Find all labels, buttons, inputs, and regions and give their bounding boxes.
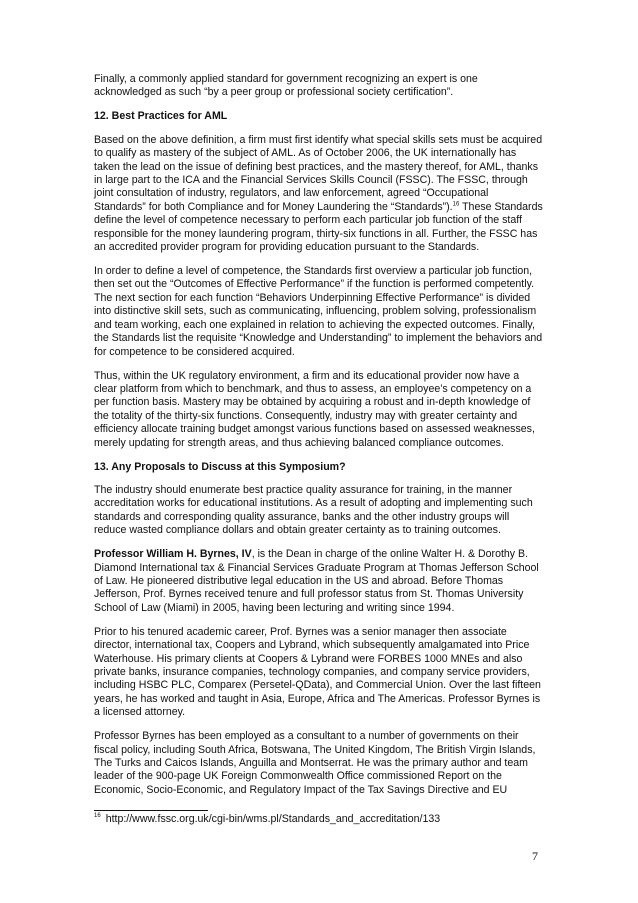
paragraph-consulting: Professor Byrnes has been employed as a consultant to a number of governments on their fiscal policy, including South Africa, Botswana, The United Kingdom, The British Virgin Islands, The Turks and Caicos Islands, Anguilla and Montserrat. He was the primary author and team leader of the 900-page UK Foreign Commonwealth Office commissioned Report on the Economic, Socio-Economic, and Regulatory Impact of the Tax Savings Directive and EU [94,730,536,796]
footnote-link[interactable]: http://www.fssc.org.uk/cgi-bin/wms.pl/Standards_and_accreditation/133 [105,813,441,825]
paragraph-expert-standard: Finally, a commonly applied standard for government recognizing an expert is one acknowledged as such “by a peer group or professional society certification”. [94,73,478,99]
paragraph-proposals: The industry should enumerate best practice quality assurance for training, in the manner accreditation works for educational institutions. As a result of adopting and implementing such standards and corresponding quality assurance, banks and the other industry groups will reduce wasted compliance dollars and obtain greater certainty as to training outcomes. [94,483,533,537]
section-heading-12: 12. Best Practices for AML [94,110,228,123]
footnote-ref-16[interactable]: 16 [452,201,460,208]
section-heading-13: 13. Any Proposals to Discuss at this Symposium? [94,460,346,473]
author-bio-text: , is the Dean in charge of the online Walter H. & Dorothy B. Diamond International tax & Financial Services Graduate Program at Thomas Jefferson School of Law. He pioneered distributive legal education in the US and abroad. Before Thomas Jefferson, Prof. Byrnes received tenure and full professor status from St. Thomas University School of Law (Miami) in 2005, having been lecturing and writing since 1994. [94,548,539,614]
paragraph-uk-regulatory: Thus, within the UK regulatory environment, a firm and its educational provider now have a clear platform from which to benchmark, and thus to assess, an employee’s competency on a per function basis. Mastery may be obtained by acquiring a robust and in-depth knowledge of the totality of the thirty-six functions. Consequently, industry may with greater certainty and efficiency allocate training budget amongst various functions based on assessed weaknesses, merely updating for strength areas, and thus achieving balanced compliance outcomes. [94,369,535,449]
paragraph-best-practices-part1: Based on the above definition, a firm must first identify what special skills sets must be acquired to qualify as mastery of the subject of AML. As of October 2006, the UK internationally has taken the lead on the issue of defining best practices, and the mastery thereof, for AML, thanks in large part to the ICA and the Financial Services Skills Council (FSSC). The FSSC, through joint consultation of industry, regulators, and law enforcement, agreed “Occupational Standards” for both Compliance and for Money Laundering the “Standards”). [94,133,543,213]
footnote [94,813,543,826]
footnote-divider [94,810,208,811]
paragraph-best-practices [94,134,543,255]
page-number: 7 [532,849,538,863]
footnote-number: 16 [94,813,101,820]
paragraph-career: Prior to his tenured academic career, Prof. Byrnes was a senior manager then associate director, international tax, Coopers and Lybrand, which subsequently amalgamated into Price Waterhouse. His primary clients at Coopers & Lybrand were FORBES 1000 MNEs and also private banks, insurance companies, technology companies, and company service providers, including HSBC PLC, Comparex (Persetel-QData), and Commercial Union. Over the last fifteen years, he has worked and taught in Asia, Europe, Africa and The Americas. Professor Byrnes is a licensed attorney. [94,625,541,719]
paragraph-best-practices-part2: These Standards define the level of competence necessary to perform each particular job function of the staff responsible for the money laundering program, thirty-six functions in all. Further, the FSSC has an accredited provider program for providing education pursuant to the Standards. [94,200,543,254]
paragraph-author-bio [94,548,543,615]
author-name: Professor William H. Byrnes, IV [94,548,252,561]
body-text [94,73,543,808]
paragraph-competence: In order to define a level of competence, the Standards first overview a particular job function, then set out the “Outcomes of Effective Performance” if the function is performed competently. The next section for each function “Behaviors Underpinning Effective Performance” is divided into distinctive skill sets, such as communicating, influencing, problem solving, professionalism and team working, each one explained in relation to achieving the expected outcomes. Finally, the Standards list the requisite “Knowledge and Understanding” to implement the behaviors and for competence to be considered acquired. [94,265,543,358]
